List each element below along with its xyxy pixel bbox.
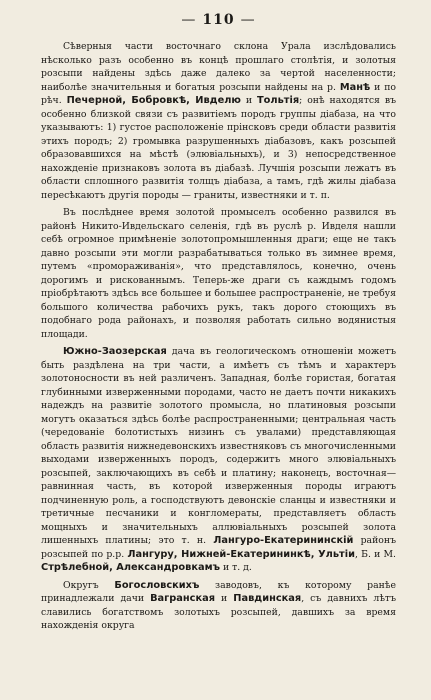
paragraph-4: Округъ Богословскихъ заводовъ, къ которому ранѣе принадлежали дачи Вагранская и Павдинская, съ давнихъ лѣтъ славились богатствомъ золотыхъ розсыпей, давшихъ за время нахожденія округа (41, 579, 396, 631)
place-name: Стрѣлебной, Александровкамъ (41, 562, 220, 573)
place-name: Богословскихъ (114, 579, 200, 591)
place-name: Вагранская (150, 593, 216, 604)
header-dash-right: — (240, 12, 256, 28)
page-number: 110 (202, 12, 235, 28)
place-name: Лангуру, Нижней-Екатерининкѣ, Ультіи (127, 548, 355, 560)
place-name: Лангуро-Екатерининскій (213, 535, 354, 546)
paragraph-1: Сѣверныя части восточнаго склона Урала изслѣдовались нѣсколько разъ особенно въ концѣ прошлаго столѣтія, и золотыя розсыпи найдены здѣсь даже далеко за чертой населенности; наиболѣе значительныя и богатыя розсыпи найдены на р. Манѣ и по рѣч. Печерной, Бобровкѣ, Ивделю и Тольтія; онѣ находятся въ особенно близкой связи съ развитіемъ породъ группы діабаза, на что указываютъ: 1) густое расположеніе прінсковъ среди области развитія этихъ породъ; 2) громывка разрушенныхъ діабазовъ, какъ розсыпей образовавшихся на мѣстѣ (элювіальныхъ), и 3) непосредственное нахожденіе признаковъ золота въ діабазѣ. Лучшія розсыпи лежатъ въ области сплошного развитія толщъ діабаза, а тамъ, гдѣ жилы діабаза пересѣкаютъ другія породы — граниты, известняки и т. п. (41, 41, 397, 201)
body-text (41, 40, 396, 633)
place-name: Манѣ (339, 81, 371, 93)
place-name: Павдинская (233, 593, 302, 604)
paragraph-2: Въ послѣднее время золотой промыселъ особенно развился въ районѣ Никито-Ивдельскаго селенія, гдѣ въ руслѣ р. Ивделя нашли себѣ огромное примѣненіе золотопромышленныя драги; еще не такъ давно розсыпи эти могли разрабатываться только въ зимнее время, путемъ «промораживанія», что представлялось, конечно, очень дорогимъ и рискованнымъ. Теперь-же драги съ каждымъ годомъ пріобрѣтаютъ здѣсь все большее и большее распространеніе, не требуя большого количества рабочихъ рукъ, такъ дорого стоющихъ въ подобнаго рода районахъ, и позволяя работать сильно водянистыя площади. (41, 207, 396, 340)
place-name: Южно-Заозерская (63, 346, 167, 357)
paragraph-3: Южно-Заозерская дача въ геологическомъ отношеніи можетъ быть раздѣлена на три части, а имѣетъ съ тѣмъ и характеръ золотоносности въ ней различенъ. Западная, болѣе гористая, богатая глубинными изверженными породами, часто не даетъ почти никакихъ надеждъ на развитіе золотого промысла, но платиновыя розсыпи могутъ оказаться здѣсь болѣе распространенными; центральная часть (чередованіе болотистыхъ низинъ съ увалами) представляющая область развитія нижнедевонскихъ известняковъ съ многочисленными выходами изверженныхъ породъ, содержитъ много элювіальныхъ розсыпей, заключающихъ въ себѣ и платину; наконецъ, восточная—равнинная часть, въ которой изверженныя породы играютъ подчиненную роль, а господствуютъ девонскіе сланцы и известняки и третичные песчаники и конгломераты, представляетъ область мощныхъ и значительныхъ аллювіальныхъ розсыпей золота лишенныхъ платины; это т. н. Лангуро-Екатерининскій районъ розсыпей по р.р. Лангуру, Нижней-Екатерининкѣ, Ультіи, Б. и М. Стрѣлебной, Александровкамъ и т. д. (41, 346, 396, 573)
place-name: Печерной, Бобровкѣ, Ивделю (66, 95, 241, 106)
header-dash-left: — (181, 12, 197, 28)
page-header (41, 0, 396, 40)
place-name: Тольтія (257, 95, 300, 106)
